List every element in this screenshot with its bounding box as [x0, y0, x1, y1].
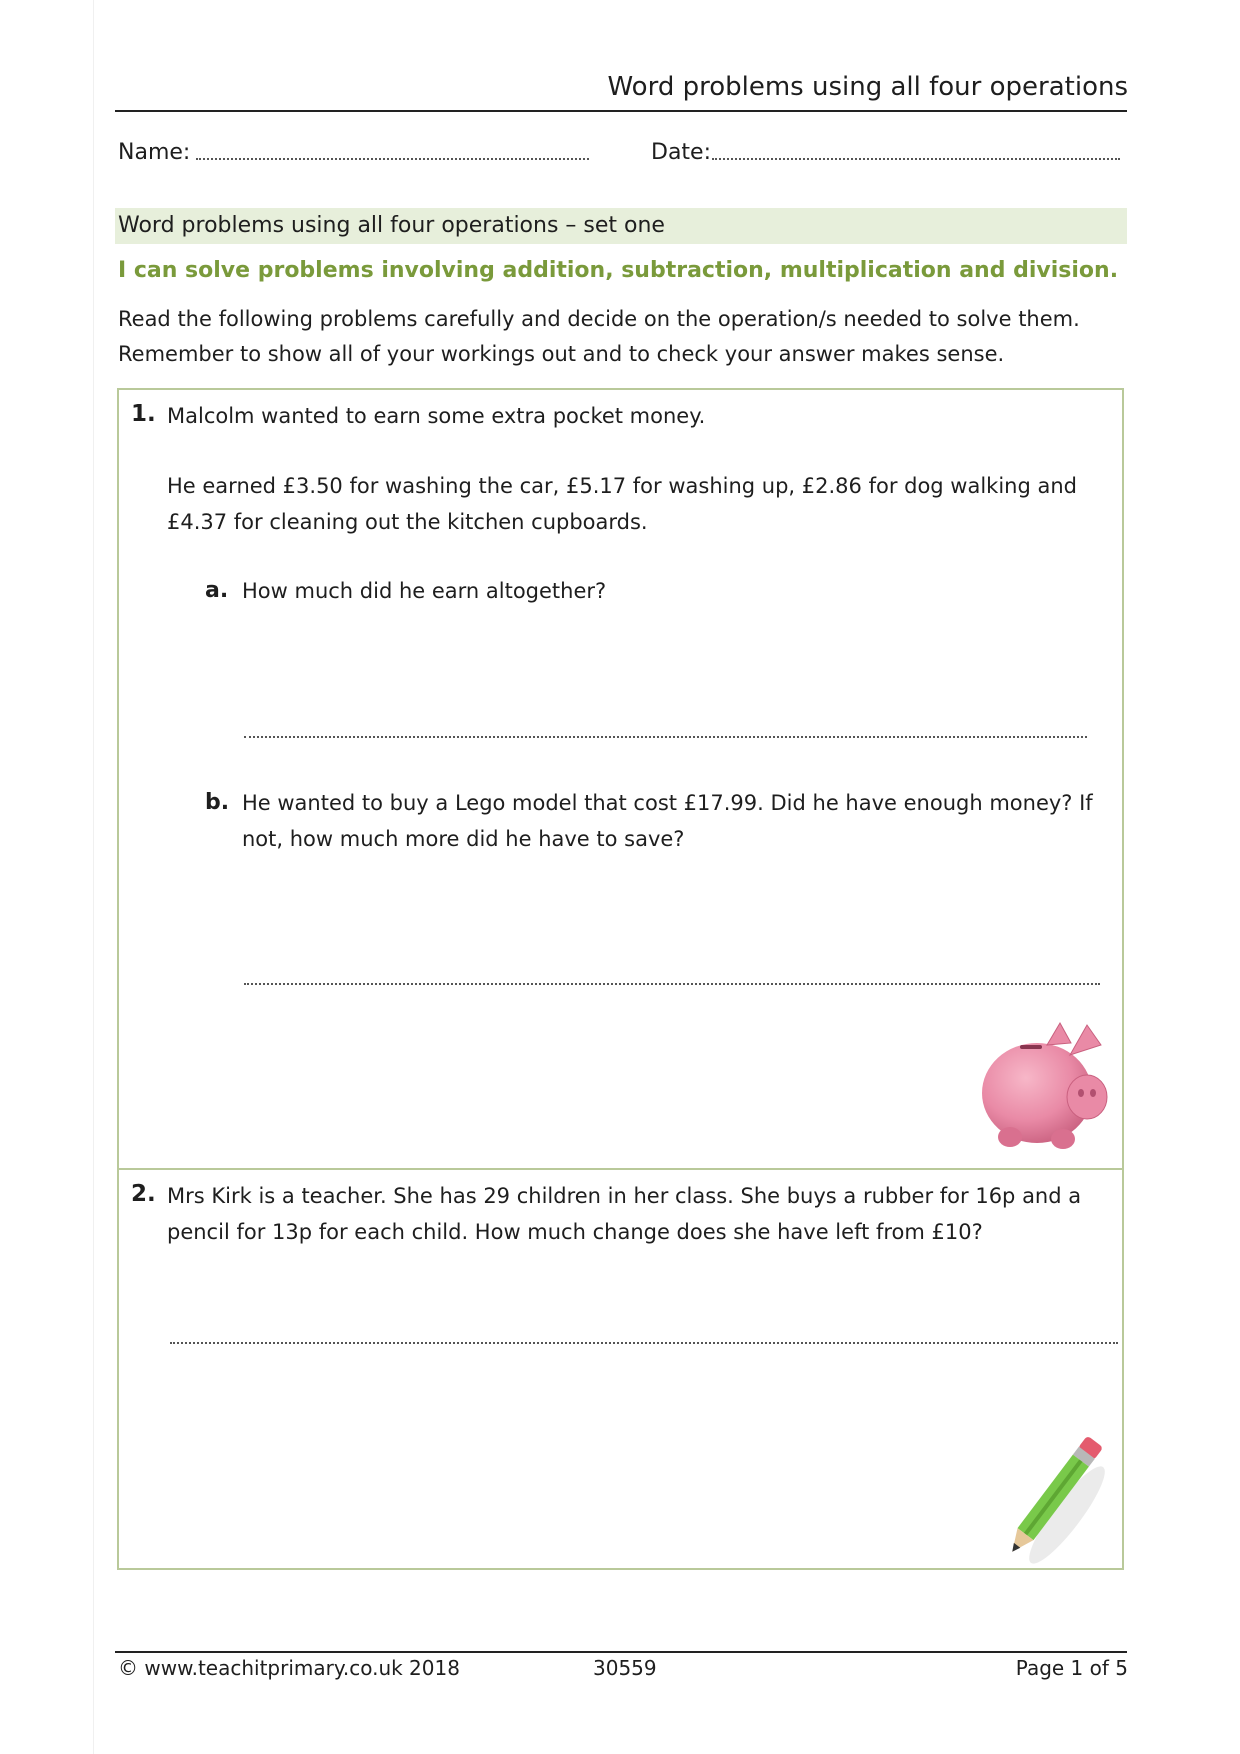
date-field[interactable]: [712, 158, 1120, 160]
question-1b-line-1: He wanted to buy a Lego model that cost £17.99. Did he have enough money? If: [242, 791, 1093, 815]
name-field[interactable]: [196, 158, 589, 160]
question-1a-label: a.: [205, 578, 229, 603]
learning-objective: I can solve problems involving addition, subtraction, multiplication and division.: [118, 258, 1119, 283]
question-1-number: 1.: [131, 401, 156, 427]
footer-copyright: © www.teachitprimary.co.uk 2018: [118, 1656, 460, 1680]
question-1b-answer-line[interactable]: [244, 983, 1100, 985]
question-2-number: 2.: [131, 1181, 156, 1207]
pencil-icon: [995, 1420, 1115, 1570]
question-1b-line-2: not, how much more did he have to save?: [242, 827, 685, 851]
date-label: Date:: [651, 140, 711, 165]
footer-resource-code: 30559: [593, 1656, 657, 1680]
question-1-intro: Malcolm wanted to earn some extra pocket money.: [167, 404, 706, 428]
page-edge: [93, 0, 94, 1754]
footer-rule: [115, 1651, 1127, 1653]
question-1-line-2: He earned £3.50 for washing the car, £5.17 for washing up, £2.86 for dog walking and: [167, 474, 1078, 498]
question-1a-text: How much did he earn altogether?: [242, 579, 607, 603]
question-1a-answer-line[interactable]: [244, 736, 1087, 738]
question-2-line-2: pencil for 13p for each child. How much change does she have left from £10?: [167, 1220, 983, 1244]
question-1b-label: b.: [205, 790, 230, 815]
question-2-line-1: Mrs Kirk is a teacher. She has 29 children in her class. She buys a rubber for 16p and a: [167, 1184, 1082, 1208]
name-label: Name:: [118, 140, 191, 165]
footer-page-number: Page 1 of 5: [1015, 1656, 1128, 1680]
header-rule: [115, 110, 1127, 112]
worksheet-title: Word problems using all four operations: [607, 72, 1128, 102]
instructions-line-1: Read the following problems carefully and decide on the operation/s needed to solve them.: [118, 307, 1080, 331]
question-2-answer-line[interactable]: [170, 1342, 1118, 1344]
instructions-line-2: Remember to show all of your workings out and to check your answer makes sense.: [118, 342, 1005, 366]
instructions: [118, 302, 1128, 372]
piggy-bank-icon: [975, 1015, 1115, 1155]
question-1-line-3: £4.37 for cleaning out the kitchen cupboards.: [167, 510, 648, 534]
set-title: Word problems using all four operations – set one: [118, 213, 665, 238]
